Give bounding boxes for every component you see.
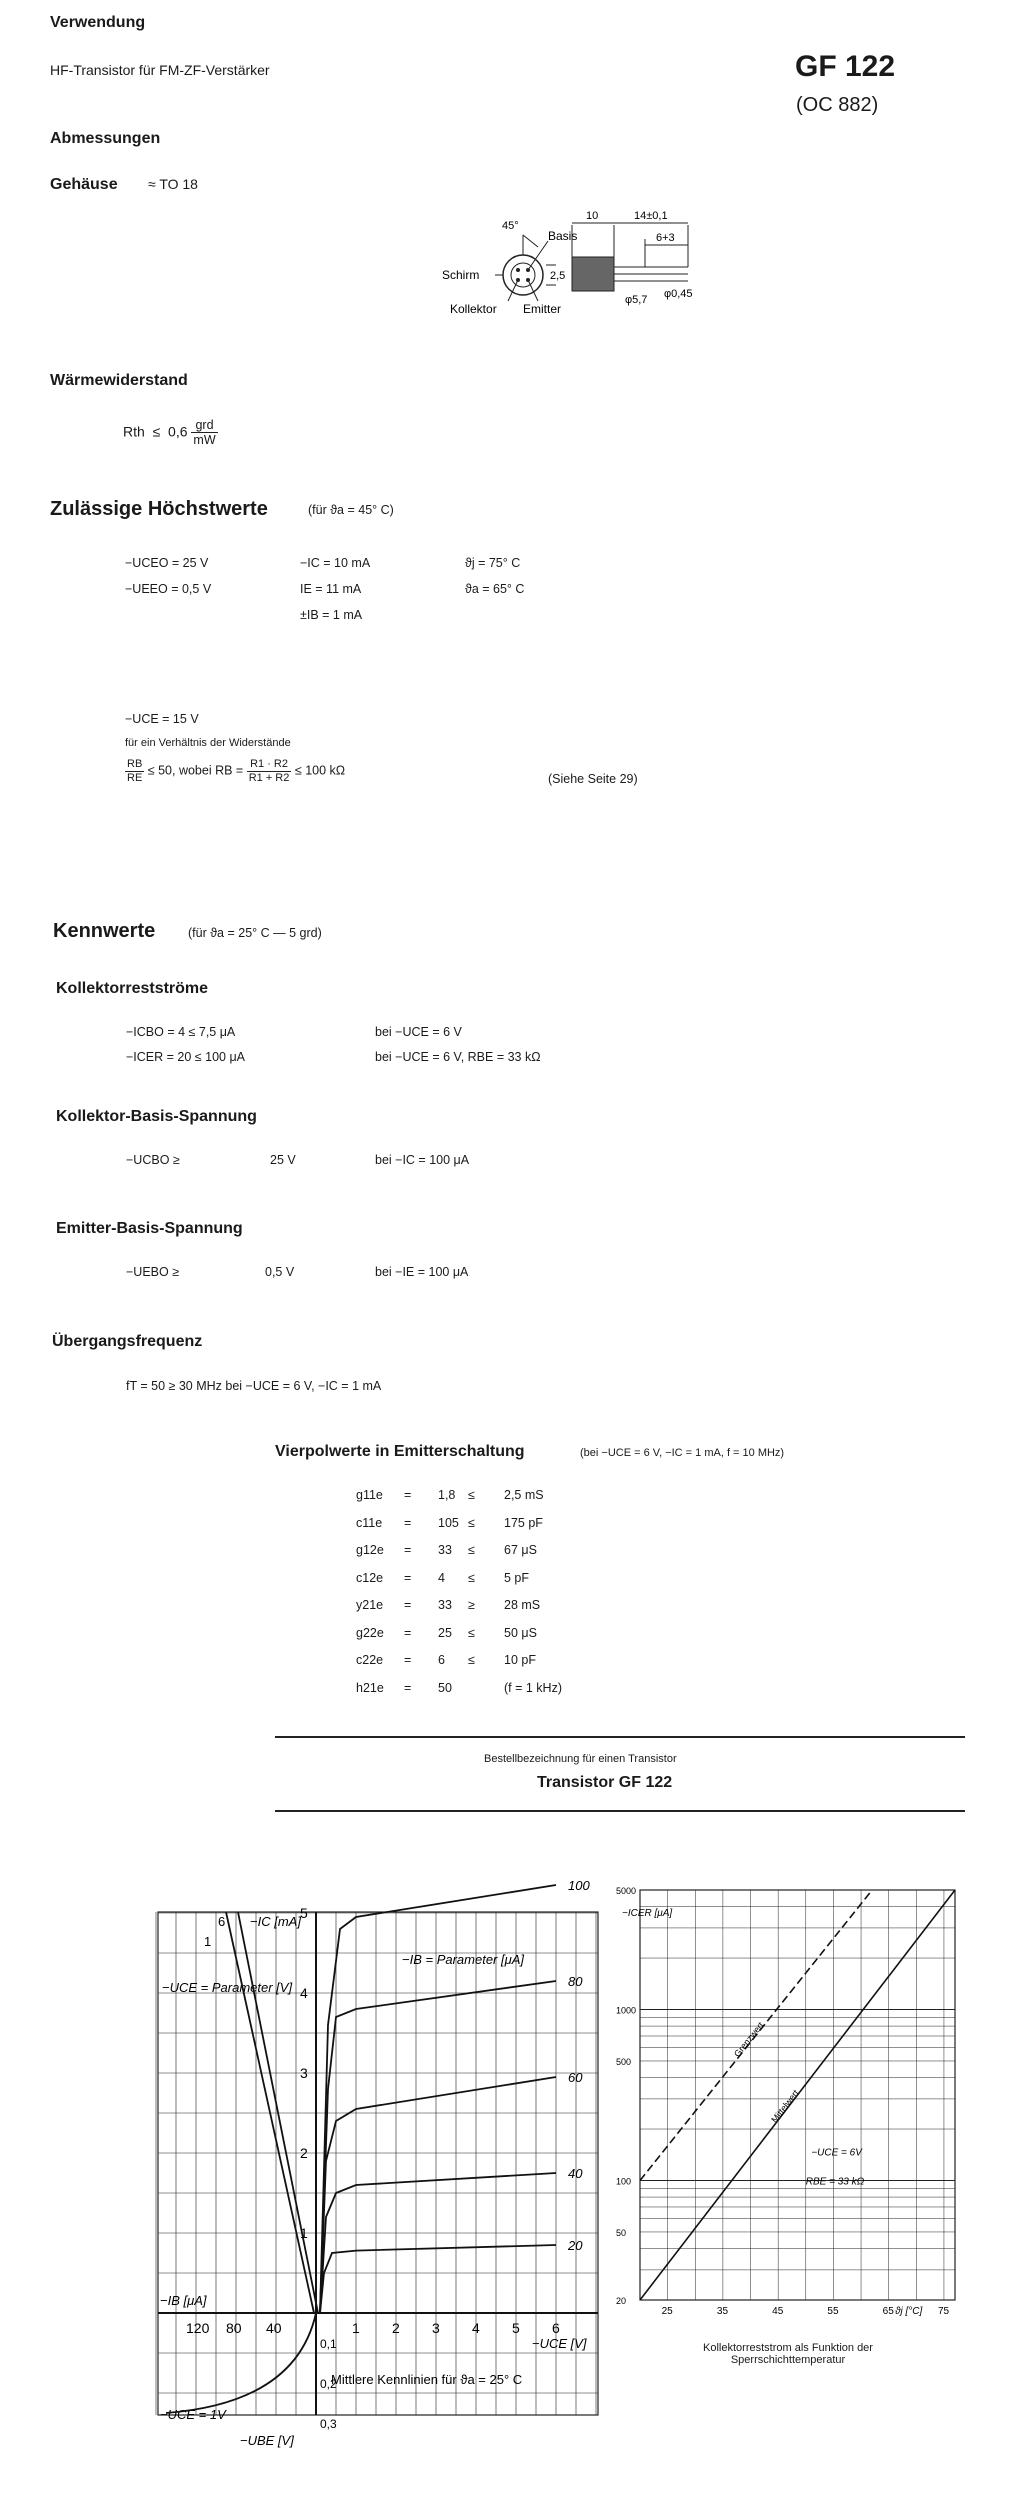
vierpol-v: 33	[438, 1543, 452, 1557]
chart1-ib-tick: 80	[226, 2320, 242, 2336]
ucbo-value: 25 V	[270, 1153, 296, 1167]
hoechst-col1	[125, 550, 211, 602]
vierpol-rel: ≤	[468, 1653, 475, 1667]
uebo-value: 0,5 V	[265, 1265, 295, 1279]
hoechst-ic: −IC = 10 mA	[300, 556, 371, 570]
uebergangsfrequenz-title: Übergangsfrequenz	[52, 1333, 203, 1350]
kennwerte-cond: (für ϑa = 25° C — 5 grd)	[188, 926, 322, 940]
chart1-x-tick: 5	[512, 2320, 520, 2336]
chart1-y-tick: 4	[300, 1985, 308, 2001]
gehaeuse-value: ≈ TO 18	[148, 176, 198, 192]
chart-kennlinien	[150, 1870, 610, 2470]
chart1-series-label: 100	[568, 1878, 590, 1893]
chart1-y-tick: 2	[300, 2145, 308, 2161]
dim-25-label: 2,5	[550, 270, 566, 282]
chart1-series-line	[320, 1981, 556, 2313]
le50: ≤ 50, wobei RB =	[147, 763, 244, 778]
chart2-legend-bottom: RBE = 33 kΩ	[805, 2176, 865, 2188]
vierpol-v: 33	[438, 1598, 452, 1612]
vierpol-eq: =	[404, 1488, 412, 1502]
rth-symbol: Rth	[123, 423, 145, 440]
chart1-x-tick: 4	[472, 2320, 480, 2336]
vierpol-eq: =	[404, 1515, 412, 1530]
hoechst-uce: −UCE = 15 V	[125, 712, 199, 726]
chart1-x-tick: 1	[352, 2320, 360, 2336]
hoechstwerte-cond: (für ϑa = 45° C)	[308, 503, 394, 517]
verwendung-title: Verwendung	[50, 14, 146, 31]
bestell-line2: Transistor GF 122	[537, 1774, 673, 1791]
chart1-caption: Mittlere Kennlinien für ϑa = 25° C	[331, 2372, 523, 2387]
waerme-title: Wärmewiderstand	[50, 372, 188, 389]
rth-unit-den: mW	[193, 433, 216, 448]
hoechst-col2	[300, 550, 370, 628]
hoechst-ratio-formula	[125, 758, 345, 784]
chart1-x-tick: 6	[552, 2320, 560, 2336]
chart2-series-label: Grenzwert	[731, 2020, 766, 2059]
eb-spannung-title: Emitter-Basis-Spannung	[56, 1220, 243, 1237]
chart1-ube-tick: 0,3	[320, 2417, 337, 2431]
dim-6-label: 6+3	[656, 232, 675, 244]
chart1-ylabel: −IC [mA]	[250, 1914, 301, 1929]
dim-57-label: φ5,7	[625, 294, 648, 306]
vierpol-rel: ≤	[468, 1515, 475, 1530]
chart2-y-tick: 5000	[616, 1886, 637, 1896]
dim-14-label: 14±0,1	[634, 210, 668, 222]
vierpol-rel: ≤	[468, 1543, 475, 1557]
rb-label: RB	[127, 758, 143, 770]
vierpol-p: h21e	[356, 1680, 384, 1695]
chart1-param-uce: −UCE = Parameter [V]	[162, 1980, 293, 1995]
chart1-series-label: 80	[568, 1974, 583, 1989]
schirm-label: Schirm	[442, 268, 480, 282]
chart1-ube-tick: 0,1	[320, 2337, 337, 2351]
package-drawing	[420, 205, 760, 325]
vierpol-rel: ≤	[468, 1625, 475, 1640]
chart1-uce1v-label: −UCE = 1V	[160, 2407, 226, 2422]
r-num: R1 · R2	[247, 758, 292, 772]
chart2-x-tick: 75	[937, 2306, 950, 2317]
chart2-y-tick: 500	[616, 2056, 632, 2067]
dim-10-label: 10	[586, 210, 599, 222]
chart2-y-tick: 100	[616, 2176, 632, 2187]
hoechst-ie: IE = 11 mA	[300, 582, 362, 596]
vierpol-p: c11e	[356, 1515, 383, 1530]
chart1-y-tick: 5	[300, 1905, 308, 1921]
icer-value: −ICER = 20 ≤ 100 μA	[126, 1050, 245, 1064]
uebo-condition: bei −IE = 100 μA	[375, 1265, 469, 1279]
chart1-input-curve	[226, 1912, 314, 2313]
vierpol-p: g22e	[356, 1625, 384, 1640]
chart2-x-tick: 55	[827, 2306, 839, 2317]
icbo-value: −ICBO = 4 ≤ 7,5 μA	[126, 1025, 236, 1039]
vierpol-max: 175 pF	[504, 1515, 543, 1530]
vierpol-title: Vierpolwerte in Emitterschaltung	[275, 1443, 525, 1460]
vierpol-max: 10 pF	[504, 1653, 536, 1667]
chart1-y-tick: 1	[300, 2225, 308, 2241]
chart2-series-label: Mittelwert	[769, 2088, 801, 2125]
r-den: R1 + R2	[248, 771, 290, 784]
vierpol-rel: ≤	[468, 1570, 475, 1585]
vierpol-eq: =	[404, 1570, 412, 1585]
chart2-x-tick: 35	[716, 2306, 729, 2317]
vierpol-cond: (bei −UCE = 6 V, −IC = 1 mA, f = 10 MHz)	[580, 1447, 785, 1459]
vierpol-v: 25	[438, 1625, 452, 1640]
kollektorrest-title: Kollektorrestströme	[56, 980, 209, 997]
model-alt: (OC 882)	[796, 94, 879, 116]
chart1-ib-label: −IB [μA]	[160, 2293, 207, 2308]
vierpol-p: g11e	[356, 1488, 383, 1502]
vierpol-p: c22e	[356, 1653, 384, 1667]
rth-unit	[191, 418, 217, 448]
vierpol-eq: =	[404, 1653, 412, 1667]
angle-label: 45°	[502, 220, 519, 232]
vierpol-v: 6	[438, 1653, 445, 1667]
chart1-xlabel: −UCE [V]	[532, 2336, 587, 2351]
chart2-x-tick: 45	[772, 2306, 784, 2317]
chart1-curve-label: 1	[204, 1934, 212, 1949]
le100: ≤ 100 kΩ	[294, 763, 346, 778]
dim-045-label: φ0,45	[664, 288, 693, 300]
rth-unit-num: grd	[191, 418, 217, 433]
chart1-ib-tick: 120	[186, 2320, 210, 2336]
basis-label: Basis	[548, 229, 578, 243]
icbo-condition: bei −UCE = 6 V	[375, 1025, 462, 1039]
chart2-x-tick: 25	[661, 2306, 673, 2317]
verwendung-text: HF-Transistor für FM-ZF-Verstärker	[50, 62, 270, 78]
chart1-ube-label: −UBE [V]	[240, 2433, 294, 2448]
model-title: GF 122	[795, 50, 896, 83]
hoechst-col3	[465, 550, 524, 602]
vierpol-eq: =	[404, 1543, 412, 1557]
divider-bottom	[275, 1810, 965, 1812]
hoechst-tj: ϑj = 75° C	[465, 556, 521, 570]
chart2-caption: Kollektorreststrom als Funktion der Sperrschichttemperatur	[703, 2342, 873, 2366]
icer-condition: bei −UCE = 6 V, RBE = 33 kΩ	[375, 1050, 541, 1064]
abmessungen-title: Abmessungen	[50, 130, 161, 147]
vierpol-max: 28 mS	[504, 1598, 541, 1612]
chart1-series-label: 20	[568, 2238, 583, 2253]
vierpol-eq: =	[404, 1625, 412, 1640]
chart2-y-tick: 1000	[616, 2005, 637, 2016]
ft-value: fT = 50 ≥ 30 MHz bei −UCE = 6 V, −IC = 1 mA	[126, 1379, 382, 1393]
re-label: RE	[127, 771, 143, 784]
hoechstwerte-title: Zulässige Höchstwerte	[50, 498, 268, 520]
vierpol-v: 105	[438, 1515, 459, 1530]
vierpol-v: 4	[438, 1570, 445, 1585]
chart2-legend-top: −UCE = 6V	[811, 2147, 862, 2159]
kollektor-label: Kollektor	[450, 302, 497, 316]
hoechst-uceo: −UCEO = 25 V	[125, 556, 209, 570]
vierpol-eq: =	[404, 1680, 412, 1695]
rth-value: 0,6	[168, 423, 188, 440]
chart1-series-line	[320, 2077, 556, 2313]
vierpol-p: y21e	[356, 1598, 384, 1612]
chart1-y-tick: 3	[300, 2065, 308, 2081]
emitter-label: Emitter	[523, 302, 562, 316]
chart2-y-tick: 50	[616, 2227, 627, 2238]
rth-formula	[123, 418, 218, 448]
r-parallel-frac	[247, 758, 292, 784]
bestell-line1: Bestellbezeichnung für einen Transistor	[484, 1753, 677, 1765]
chart1-series-label: 40	[568, 2166, 583, 2181]
kb-spannung-title: Kollektor-Basis-Spannung	[56, 1108, 257, 1125]
chart1-curve-label: 6	[218, 1914, 226, 1929]
chart2-x-tick: 65	[882, 2306, 894, 2317]
chart-kollektorreststrom	[616, 1870, 965, 2380]
chart1-param-ib: −IB = Parameter [μA]	[402, 1952, 525, 1967]
vierpol-max: 2,5 mS	[504, 1488, 544, 1502]
rb-re-frac	[125, 758, 144, 784]
vierpol-rel: ≥	[468, 1598, 475, 1612]
chart2-y-tick: 20	[616, 2296, 627, 2306]
hoechst-ib: ±IB = 1 mA	[300, 608, 363, 622]
gehaeuse-label: Gehäuse	[50, 176, 118, 193]
chart2-xlabel: ϑj [°C]	[895, 2306, 923, 2317]
vierpol-v: 50	[438, 1680, 452, 1695]
chart1-series-line	[320, 2173, 556, 2313]
vierpol-p: c12e	[356, 1570, 384, 1585]
chart1-x-tick: 3	[432, 2320, 440, 2336]
kennwerte-title: Kennwerte	[53, 920, 156, 942]
hoechst-verhaeltnis: für ein Verhältnis der Widerstände	[125, 737, 291, 749]
chart1-series-label: 60	[568, 2070, 583, 2085]
vierpol-p: g12e	[356, 1543, 384, 1557]
vierpol-rel: ≤	[468, 1488, 475, 1502]
ucbo-condition: bei −IC = 100 μA	[375, 1153, 470, 1167]
chart1-input-curve	[238, 1912, 318, 2313]
siehe-seite: (Siehe Seite 29)	[548, 772, 638, 786]
chart1-series-line	[320, 2245, 556, 2313]
vierpol-eq: =	[404, 1598, 412, 1612]
chart1-x-tick: 2	[392, 2320, 400, 2336]
chart1-ube-tick: 0,2	[320, 2377, 337, 2391]
divider-top	[275, 1736, 965, 1738]
hoechst-ueeo: −UEEO = 0,5 V	[125, 582, 212, 596]
vierpol-max: (f = 1 kHz)	[504, 1680, 562, 1695]
vierpol-max: 5 pF	[504, 1570, 530, 1585]
uebo-label: −UEBO ≥	[126, 1265, 180, 1279]
chart1-ib-tick: 40	[266, 2320, 282, 2336]
vierpol-max: 50 μS	[504, 1625, 537, 1640]
vierpol-max: 67 μS	[504, 1543, 537, 1557]
chart2-ylabel: −ICER [μA]	[622, 1908, 673, 1919]
vierpol-v: 1,8	[438, 1488, 456, 1502]
ucbo-label: −UCBO ≥	[126, 1153, 180, 1167]
hoechst-ta: ϑa = 65° C	[465, 582, 525, 596]
rth-rel: ≤	[152, 423, 161, 440]
